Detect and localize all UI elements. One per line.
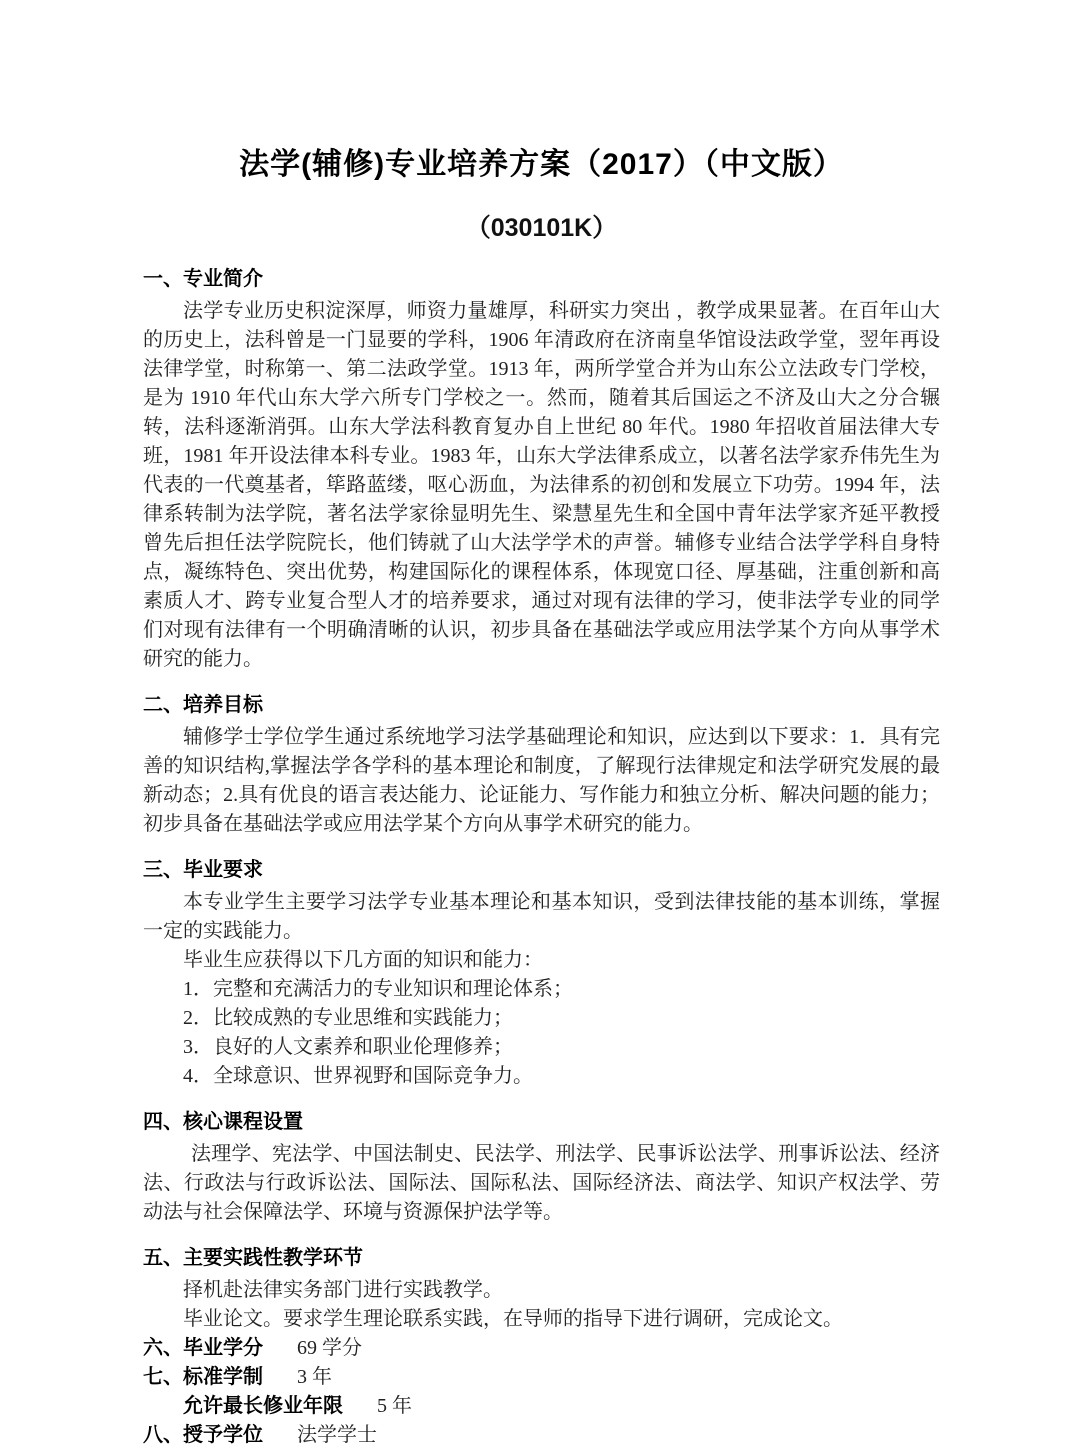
list-item: 1．完整和充满活力的专业知识和理论体系；: [183, 978, 573, 1000]
section-major-intro: [143, 265, 940, 674]
requirements-list: [143, 975, 940, 1091]
section-heading: 一、专业简介: [143, 268, 263, 290]
field-value: 3 年: [297, 1366, 332, 1388]
field-label: 八、授予学位: [143, 1424, 263, 1446]
field-degree-awarded: [143, 1421, 940, 1450]
section-heading: 五、主要实践性教学环节: [143, 1247, 363, 1269]
paragraph: 本专业学生主要学习法学专业基本理论和基本知识，受到法律技能的基本训练，掌握一定的实践能力。: [143, 891, 940, 942]
paragraph: 法学专业历史积淀深厚，师资力量雄厚，科研实力突出 ，教学成果显著。在百年山大的历史上，法科曾是一门显要的学科，1906 年清政府在济南皇华馆设法政学堂，翌年再设法律学堂，时称第一、第二法政学堂。1913 年，两所学堂合并为山东公立法政专门学校，是为 1910 年代山东大学六所专门学校之一。然而，随着其后国运之不济及山大之分合辗转，法科逐渐消弭。山东大学法科教育复办自上世纪 80 年代。1980 年招收首届法律大专班，1981 年开设法律本科专业。1983 年，山东大学法律系成立，以著名法学家乔伟先生为代表的一代奠基者，筚路蓝缕，呕心沥血，为法律系的初创和发展立下功劳。1994 年，法律系转制为法学院，著名法学家徐显明先生、梁慧星先生和全国中青年法学家齐延平教授曾先后担任法学院院长，他们铸就了山大法学学术的声誉。辅修专业结合法学学科自身特点，凝练特色、突出优势，构建国际化的课程体系，体现宽口径、厚基础，注重创新和高素质人才、跨专业复合型人才的培养要求，通过对现有法律的学习，使非法学专业的同学们对现有法律有一个明确清晰的认识，初步具备在基础法学或应用法学某个方向从事学术研究的能力。: [143, 300, 940, 670]
section-graduation-requirements: [143, 856, 940, 1091]
paragraph: 择机赴法律实务部门进行实践教学。: [183, 1279, 503, 1301]
list-item: 4．全球意识、世界视野和国际竞争力。: [183, 1065, 533, 1087]
section-heading: 三、毕业要求: [143, 859, 263, 881]
field-graduation-credits: [143, 1334, 940, 1363]
section-core-courses: [143, 1108, 940, 1227]
section-training-goals: [143, 691, 940, 839]
field-label: 七、标准学制: [143, 1366, 263, 1388]
section-practical-teaching: [143, 1244, 940, 1334]
paragraph: 法理学、宪法学、中国法制史、民法学、刑法学、民事诉讼法学、刑事诉讼法、经济法、行政法与行政诉讼法、国际法、国际私法、国际经济法、商法学、知识产权法学、劳动法与社会保障法学、环境与资源保护法学等。: [143, 1143, 940, 1223]
list-item: 3．良好的人文素养和职业伦理修养；: [183, 1036, 513, 1058]
field-label: 六、毕业学分: [143, 1337, 263, 1359]
paragraph: 辅修学士学位学生通过系统地学习法学基础理论和知识，应达到以下要求：1．具有完善的知识结构,掌握法学各学科的基本理论和制度，了解现行法律规定和法学研究发展的最新动态；2.具有优良的语言表达能力、论证能力、写作能力和独立分析、解决问题的能力；初步具备在基础法学或应用法学某个方向从事学术研究的能力。: [143, 726, 940, 835]
field-value: 5 年: [377, 1395, 412, 1417]
field-label: 允许最长修业年限: [183, 1395, 343, 1417]
document-title: 法学(辅修)专业培养方案（2017）（中文版）: [239, 148, 844, 181]
section-heading: 四、核心课程设置: [143, 1111, 303, 1133]
field-value: 法学学士: [297, 1424, 377, 1446]
field-standard-duration: [143, 1363, 940, 1392]
list-item: 2．比较成熟的专业思维和实践能力；: [183, 1007, 513, 1029]
field-value: 69 学分: [297, 1337, 362, 1359]
section-heading: 二、培养目标: [143, 694, 263, 716]
paragraph: 毕业论文。要求学生理论联系实践，在导师的指导下进行调研，完成论文。: [183, 1308, 843, 1330]
paragraph: 毕业生应获得以下几方面的知识和能力：: [183, 949, 543, 971]
field-max-duration: [143, 1392, 940, 1421]
document-code: （030101K）: [465, 214, 618, 242]
